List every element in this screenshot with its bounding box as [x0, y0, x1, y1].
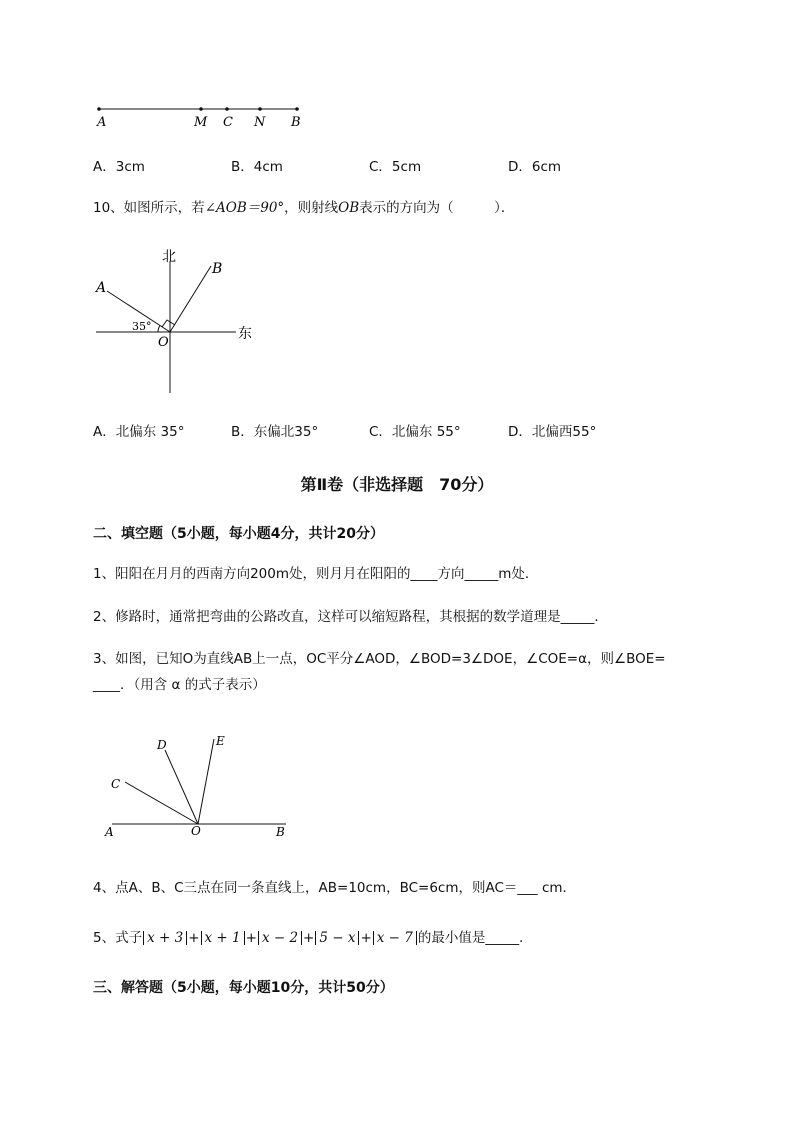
point-c	[225, 107, 229, 111]
fill-question-2: 2、修路时，通常把弯曲的公路改直，这样可以缩短路程，其根据的数学道理是_____．	[93, 609, 608, 625]
point-a	[97, 107, 101, 111]
label-b: B	[276, 825, 285, 839]
label-b: B	[212, 261, 223, 277]
label-b: B	[291, 115, 301, 130]
q10-option-c: C．北偏东 55°	[369, 424, 461, 440]
part2-title: 第Ⅱ卷（非选择题 70分）	[300, 475, 494, 494]
q10-question: 10、如图所示，若∠AOB＝90°，则射线OB表示的方向为（ ）．	[93, 200, 515, 216]
section3-heading: 三、解答题（5小题，每小题10分，共计50分）	[93, 980, 394, 996]
point-b	[295, 107, 299, 111]
label-c: C	[223, 115, 233, 130]
label-a: A	[96, 280, 107, 296]
q10-option-b: B．东偏北35°	[231, 424, 319, 440]
abs-term-4: 5 − x	[315, 931, 359, 945]
q9-option-c: C．5cm	[369, 159, 422, 175]
fill-question-4: 4、点A、B、C三点在同一条直线上，AB=10cm，BC=6cm，则AC＝___ cm．	[93, 880, 577, 896]
q10-option-a: A．北偏东 35°	[93, 424, 185, 440]
label-o: O	[191, 824, 201, 838]
abs-term-3: x − 2	[258, 931, 302, 945]
abs-term-5: x − 7	[373, 931, 417, 945]
angle-label: 35°	[132, 320, 152, 333]
section2-heading: 二、填空题（5小题，每小题4分，共计20分）	[93, 526, 384, 542]
q9-option-b: B．4cm	[231, 159, 283, 175]
label-o: O	[158, 335, 169, 350]
label-a: A	[97, 115, 107, 130]
angle-rays-figure	[100, 730, 300, 840]
north-label: 北	[162, 249, 176, 265]
fill-question-3-line1: 3、如图，已知O为直线AB上一点，OC平分∠AOD，∠BOD=3∠DOE，∠COE=α，则∠BOE=	[93, 651, 666, 667]
label-e: E	[216, 734, 225, 748]
label-a: A	[105, 825, 114, 839]
label-c: C	[111, 777, 121, 791]
label-d: D	[157, 738, 167, 752]
compass-figure	[90, 245, 270, 397]
abs-term-1: x + 3	[143, 931, 187, 945]
point-m	[199, 107, 203, 111]
fill-question-5: 5、式子 x + 3 + x + 1 + x − 2 + 5 − x + x − 7 的最小值是_____．	[93, 930, 533, 946]
label-n: N	[254, 115, 266, 130]
abs-term-2: x + 1	[201, 931, 245, 945]
fill-question-3-line2: ____．（用含 α 的式子表示）	[93, 677, 266, 693]
q9-option-d: D．6cm	[508, 159, 562, 175]
label-m: M	[194, 115, 208, 130]
fill-question-1: 1、阳阳在月月的西南方向200m处，则月月在阳阳的____方向_____m处．	[93, 566, 539, 582]
q10-option-d: D．北偏西55°	[508, 424, 597, 440]
segment-figure	[90, 100, 310, 132]
q9-option-a: A．3cm	[93, 159, 145, 175]
east-label: 东	[238, 326, 252, 342]
point-n	[258, 107, 262, 111]
